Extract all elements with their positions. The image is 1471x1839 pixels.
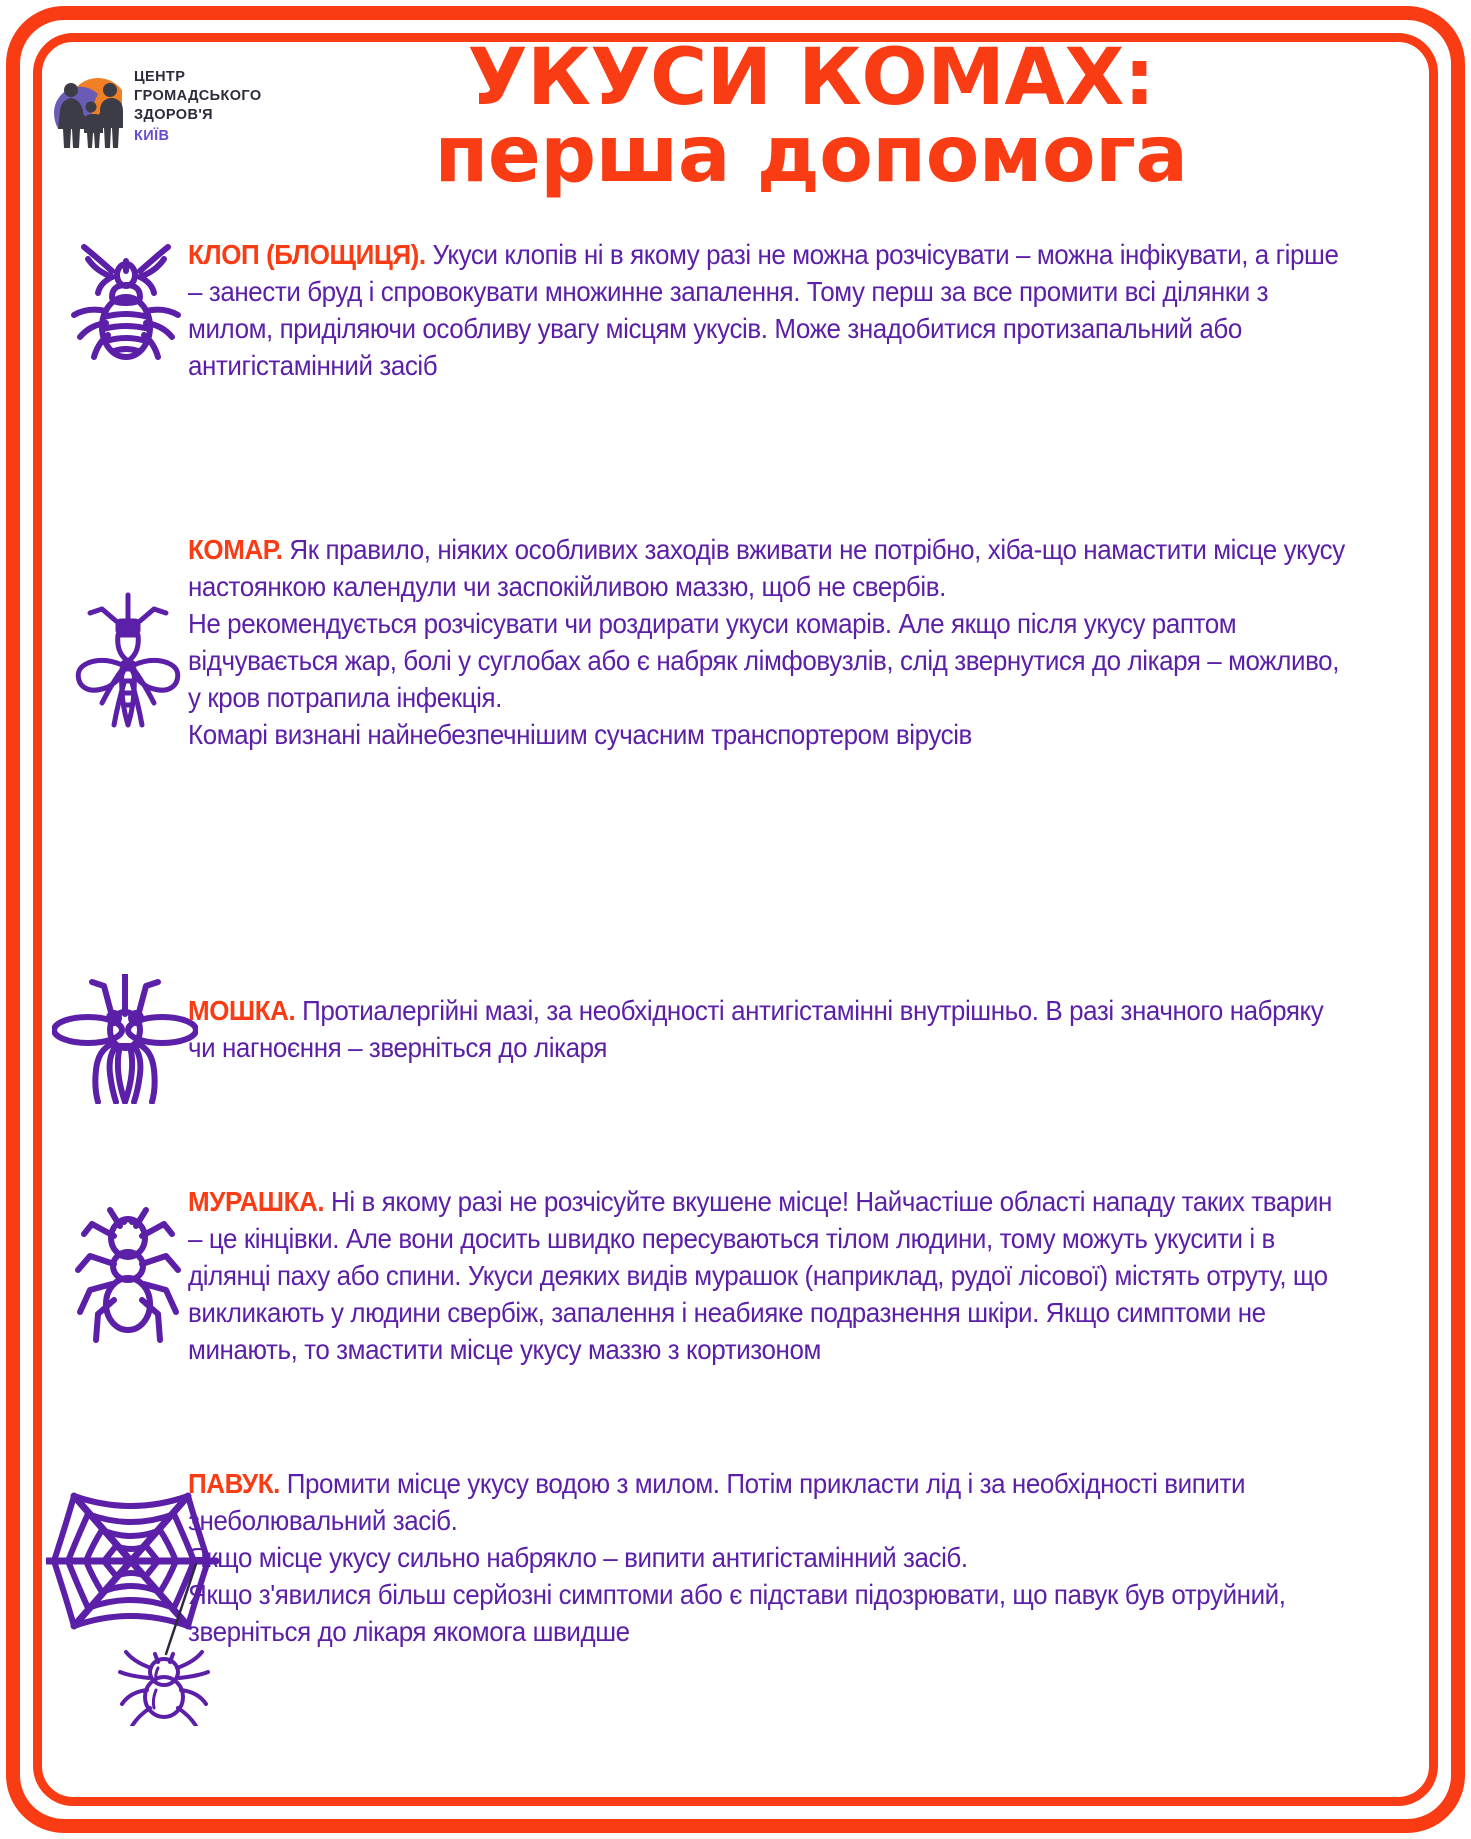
section-blackfly-body-1: Протиалергійні мазі, за необхідності антигістамінні внутрішньо. В разі значного набряку чи нагноєння – зверніться до лікаря	[188, 995, 1324, 1063]
section-ant-body-1: Ні в якому разі не розчісуйте вкушене місце! Найчастіше області нападу таких тварин – це кінцівки. Але вони досить швидко пересуваються тілом людини, тому можуть укусити і в ділянці паху або спини. Укуси деяких видів мурашок (наприклад, рудої лісової) містять отруту, що викликають у людини свербіж, запалення і неабияке подразнення шкіри. Якщо симптоми не минають, то змастити місце укусу маззю з кортизоном	[188, 1186, 1332, 1365]
logo-mark-icon	[46, 52, 136, 150]
page-title-line-1: УКУСИ КОМАХ:	[467, 33, 1155, 123]
mosquito-icon	[68, 591, 188, 731]
section-bedbug-heading: КЛОП (БЛОЩИЦЯ).	[188, 239, 426, 270]
section-bedbug-paragraph-1	[188, 237, 1350, 385]
section-spider-body-1: Промити місце укусу водою з милом. Потім прикласти лід і за необхідності випити знеболювальний засіб.	[188, 1468, 1246, 1536]
section-ant-paragraph-1	[188, 1184, 1350, 1369]
bedbug-icon	[60, 231, 192, 363]
section-blackfly-heading: МОШКА.	[188, 995, 296, 1026]
section-mosquito-body-1: Як правило, ніяких особливих заходів вживати не потрібно, хіба-що намастити місце укусу настоянкою календули чи заспокійливою маззю, щоб не свербів.	[188, 534, 1345, 602]
section-ant-text	[188, 1184, 1350, 1369]
logo-line-2: ГРОМАДСЬКОГО	[134, 88, 262, 105]
poster-header	[46, 33, 1425, 211]
section-spider-text	[188, 1466, 1350, 1651]
section-mosquito-paragraph-3: Комарі визнані найнебезпечнішим сучасним транспортером вірусів	[188, 718, 972, 750]
section-blackfly-paragraph-1	[188, 993, 1350, 1067]
section-blackfly-text	[188, 993, 1350, 1067]
section-spider-paragraph-2: Якщо місце укусу сильно набрякло – випити антигістамінний засіб.	[188, 1541, 968, 1573]
page-title	[251, 33, 1371, 201]
section-spider-paragraph-3: Якщо з'явилися більш серйозні симптоми або є підстави підозрювати, що павук був отруйний, зверніться до лікаря якомога швидше	[188, 1578, 1286, 1647]
section-mosquito-text	[188, 532, 1350, 754]
ant-icon	[70, 1204, 186, 1344]
poster-content	[46, 33, 1425, 1793]
section-mosquito-heading: КОМАР.	[188, 534, 283, 565]
section-mosquito-paragraph-2: Не рекомендується розчісувати чи роздирати укуси комарів. Але якщо після укусу раптом відчувається жар, болі у суглобах або є набряк лімфовузлів, слід звернутися до лікаря – можливо, у кров потрапила інфекція.	[188, 607, 1339, 713]
section-spider-heading: ПАВУК.	[188, 1468, 280, 1499]
section-mosquito-paragraph-1	[188, 532, 1350, 606]
section-bedbug-body-1: Укуси клопів ні в якому разі не можна розчісувати – можна інфікувати, а гірше – занести бруд і спровокувати множинне запалення. Тому перш за все промити всі ділянки з милом, приділяючи особливу увагу місцям укусів. Може знадобитися протизапальний або антигістамінний засіб	[188, 239, 1339, 381]
logo-line-1: ЦЕНТР	[134, 69, 186, 85]
section-bedbug-text	[188, 237, 1350, 385]
logo-city-label: КИЇВ	[134, 128, 170, 145]
page-title-line-2: перша допомога	[434, 110, 1188, 201]
logo-line-3: ЗДОРОВ'Я	[134, 107, 213, 124]
blackfly-icon	[52, 974, 198, 1104]
section-spider-paragraph-1	[188, 1466, 1350, 1540]
section-ant-heading: МУРАШКА.	[188, 1186, 325, 1217]
